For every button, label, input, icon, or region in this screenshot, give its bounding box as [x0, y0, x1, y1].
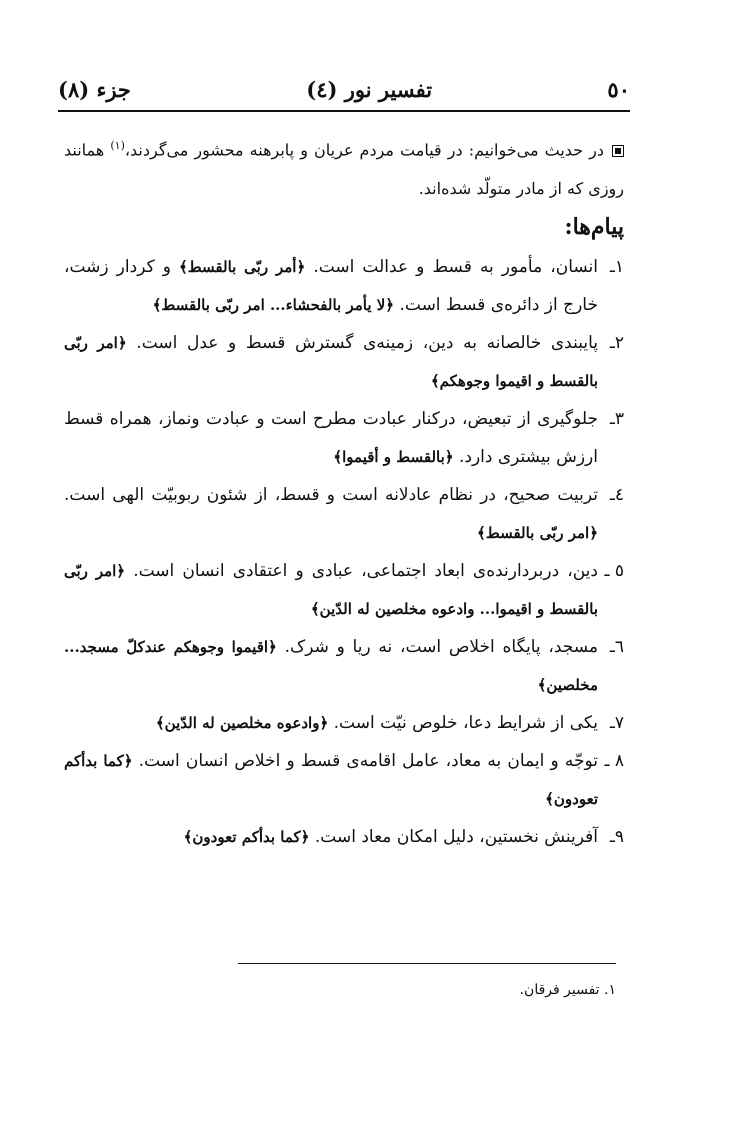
item-text: تربیت صحیح، در نظام عادلانه است و قسط، از شئون ربوبیّت الهی است.: [64, 485, 598, 505]
item-number: ٧ـ: [609, 713, 624, 733]
list-item: [64, 742, 624, 818]
list-item: [64, 552, 624, 628]
footnote: ١. تفسیر فرقان.: [519, 982, 616, 998]
list-item: [64, 628, 624, 704]
list-item: [64, 248, 624, 324]
item-text: توجّه و ایمان به معاد، عامل اقامه‌ی قسط و اخلاص انسان است.: [138, 751, 598, 771]
item-text: انسان، مأمور به قسط و عدالت است.: [313, 257, 598, 277]
item-number: ٩ـ: [609, 827, 624, 847]
item-text: مسجد، پایگاه اخلاص است، نه ریا و شرک.: [284, 637, 599, 657]
item-text: دین، دربردارنده‌ی ابعاد اجتماعی، عبادی و اعتقادی انسان است.: [133, 561, 598, 581]
quran-verse: ﴿وادعوه مخلصین له الدّین﴾: [155, 714, 329, 732]
messages-list: [64, 248, 624, 856]
quran-verse: ﴿بالقسط و أقیموا﴾: [333, 448, 454, 466]
quran-verse: ﴿امر ربّی بالقسط و اقیموا وجوهکم﴾: [64, 334, 598, 390]
footnote-rule: [238, 963, 616, 964]
juz-label: جزء (٨): [58, 76, 131, 102]
quran-verse: ﴿اقیموا وجوهکم عندکلّ مسجد... مخلصین﴾: [64, 638, 598, 694]
page-number: ٥٠: [607, 76, 630, 102]
quran-verse: ﴿أمر ربّی بالقسط﴾: [179, 258, 306, 276]
hadith-text-continued: همانند روزی که از مادر متولّد شده‌اند.: [64, 140, 624, 199]
item-number: ٢ـ: [609, 333, 624, 353]
page-header: [58, 72, 630, 106]
quran-verse-2: ﴿لا یأمر بالفحشاء... امر ربّی بالقسط﴾: [152, 296, 395, 314]
item-number: ٨ ـ: [604, 751, 624, 771]
list-item: [64, 324, 624, 400]
item-number: ٣ـ: [609, 409, 624, 429]
item-text: پایبندی خالصانه به دین، زمینه‌ی گسترش قسط و عدل است.: [136, 333, 598, 353]
square-bullet-icon: [612, 145, 624, 157]
quran-verse: ﴿کما بدأکم تعودون﴾: [64, 752, 598, 808]
list-item: [64, 704, 624, 742]
item-text: یکی از شرایط دعا، خلوص نیّت است.: [333, 713, 598, 733]
book-title: تفسیر نور (٤): [306, 76, 433, 102]
quran-verse: ﴿کما بدأکم تعودون﴾: [183, 828, 310, 846]
hadith-text: در حدیث می‌خوانیم: در قیامت مردم عریان و پابرهنه محشور می‌گردند،: [124, 140, 604, 160]
item-text-2: و کردار زشت، خارج از دائره‌ی قسط است.: [64, 257, 598, 315]
item-text: آفرینش نخستین، دلیل امکان معاد است.: [314, 827, 598, 847]
list-item: [64, 818, 624, 856]
item-number: ٦ـ: [609, 637, 624, 657]
list-item: [64, 476, 624, 552]
quran-verse: ﴿امر ربّی بالقسط﴾: [477, 524, 598, 542]
item-text: جلوگیری از تبعیض، درکنار عبادت مطرح است و عبادت ونماز، همراه قسط ارزش بیشتری دارد.: [64, 409, 598, 467]
list-item: [64, 400, 624, 476]
item-number: ٤ـ: [609, 485, 624, 505]
quran-verse: ﴿امر ربّی بالقسط و اقیموا... وادعوه مخلصین له الدّین﴾: [64, 562, 598, 618]
item-number: ١ـ: [609, 257, 624, 277]
item-number: ٥ ـ: [604, 561, 624, 581]
messages-heading: پیام‌ها:: [564, 214, 624, 240]
footnote-ref[interactable]: (١): [110, 139, 125, 152]
hadith-paragraph: [64, 126, 624, 208]
header-rule: [58, 110, 630, 112]
